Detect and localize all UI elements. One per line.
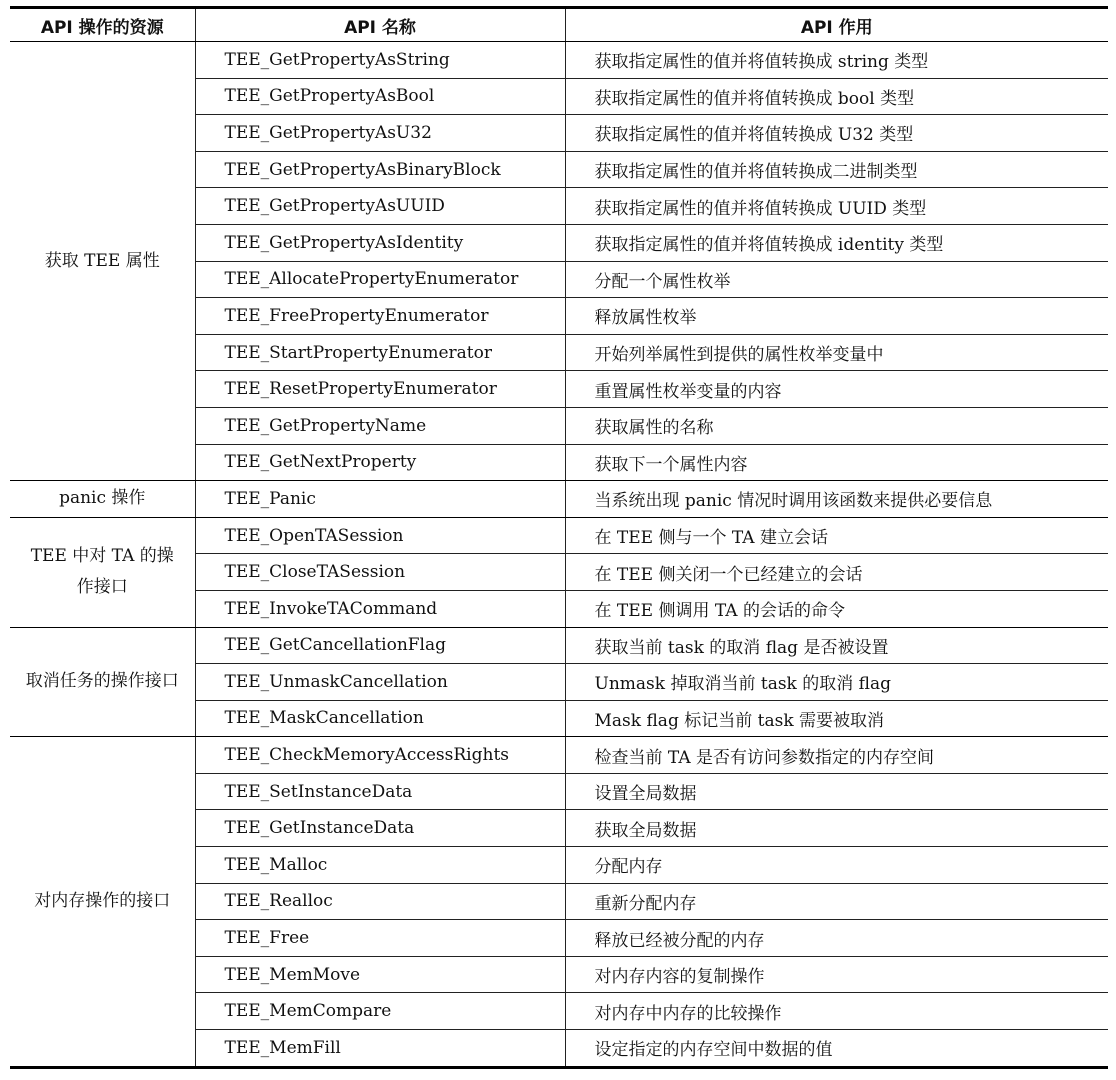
api-name-cell: TEE_MaskCancellation	[195, 700, 565, 737]
api-name-cell: TEE_OpenTASession	[195, 517, 565, 554]
api-name-cell: TEE_Panic	[195, 481, 565, 518]
api-purpose-cell: 重置属性枚举变量的内容	[565, 371, 1108, 408]
api-purpose-cell: 获取指定属性的值并将值转换成 bool 类型	[565, 78, 1108, 115]
api-name-cell: TEE_GetPropertyName	[195, 407, 565, 444]
api-name-cell: TEE_GetInstanceData	[195, 810, 565, 847]
api-purpose-cell: 获取指定属性的值并将值转换成二进制类型	[565, 151, 1108, 188]
api-name-cell: TEE_UnmaskCancellation	[195, 664, 565, 701]
api-name-cell: TEE_FreePropertyEnumerator	[195, 298, 565, 335]
table-row	[10, 737, 1108, 774]
table-body	[10, 42, 1108, 1068]
api-name-cell: TEE_CloseTASession	[195, 554, 565, 591]
api-table-container	[10, 6, 1108, 1069]
api-table	[10, 6, 1108, 1069]
api-purpose-cell: 分配一个属性枚举	[565, 261, 1108, 298]
api-name-cell: TEE_Malloc	[195, 847, 565, 884]
api-name-cell: TEE_StartPropertyEnumerator	[195, 334, 565, 371]
api-name-cell: TEE_MemFill	[195, 1030, 565, 1068]
api-purpose-cell: 检查当前 TA 是否有访问参数指定的内存空间	[565, 737, 1108, 774]
header-resource: API 操作的资源	[10, 8, 195, 42]
api-name-cell: TEE_ResetPropertyEnumerator	[195, 371, 565, 408]
api-name-cell: TEE_MemCompare	[195, 993, 565, 1030]
resource-group-cell: panic 操作	[10, 481, 195, 518]
api-name-cell: TEE_AllocatePropertyEnumerator	[195, 261, 565, 298]
table-header	[10, 8, 1108, 42]
api-purpose-cell: 在 TEE 侧调用 TA 的会话的命令	[565, 590, 1108, 627]
header-purpose: API 作用	[565, 8, 1108, 42]
api-purpose-cell: Mask flag 标记当前 task 需要被取消	[565, 700, 1108, 737]
resource-group-cell: 取消任务的操作接口	[10, 627, 195, 737]
table-row	[10, 42, 1108, 79]
api-purpose-cell: 获取全局数据	[565, 810, 1108, 847]
table-row	[10, 627, 1108, 664]
header-name: API 名称	[195, 8, 565, 42]
api-purpose-cell: 获取指定属性的值并将值转换成 U32 类型	[565, 115, 1108, 152]
api-name-cell: TEE_GetCancellationFlag	[195, 627, 565, 664]
api-name-cell: TEE_CheckMemoryAccessRights	[195, 737, 565, 774]
api-purpose-cell: 对内存内容的复制操作	[565, 956, 1108, 993]
api-purpose-cell: 获取指定属性的值并将值转换成 string 类型	[565, 42, 1108, 79]
api-name-cell: TEE_Realloc	[195, 883, 565, 920]
api-name-cell: TEE_Free	[195, 920, 565, 957]
api-name-cell: TEE_GetPropertyAsBool	[195, 78, 565, 115]
api-purpose-cell: 获取下一个属性内容	[565, 444, 1108, 481]
api-purpose-cell: 重新分配内存	[565, 883, 1108, 920]
api-purpose-cell: 获取指定属性的值并将值转换成 identity 类型	[565, 224, 1108, 261]
api-purpose-cell: 获取属性的名称	[565, 407, 1108, 444]
api-purpose-cell: 开始列举属性到提供的属性枚举变量中	[565, 334, 1108, 371]
api-purpose-cell: 对内存中内存的比较操作	[565, 993, 1108, 1030]
resource-group-cell: 获取 TEE 属性	[10, 42, 195, 481]
api-purpose-cell: 释放属性枚举	[565, 298, 1108, 335]
api-purpose-cell: 当系统出现 panic 情况时调用该函数来提供必要信息	[565, 481, 1108, 518]
api-name-cell: TEE_GetNextProperty	[195, 444, 565, 481]
api-name-cell: TEE_SetInstanceData	[195, 773, 565, 810]
api-name-cell: TEE_GetPropertyAsUUID	[195, 188, 565, 225]
header-row	[10, 8, 1108, 42]
api-name-cell: TEE_GetPropertyAsU32	[195, 115, 565, 152]
api-purpose-cell: Unmask 掉取消当前 task 的取消 flag	[565, 664, 1108, 701]
api-purpose-cell: 获取当前 task 的取消 flag 是否被设置	[565, 627, 1108, 664]
api-name-cell: TEE_GetPropertyAsBinaryBlock	[195, 151, 565, 188]
api-name-cell: TEE_GetPropertyAsString	[195, 42, 565, 79]
table-row	[10, 517, 1108, 554]
api-name-cell: TEE_MemMove	[195, 956, 565, 993]
api-purpose-cell: 分配内存	[565, 847, 1108, 884]
api-name-cell: TEE_InvokeTACommand	[195, 590, 565, 627]
api-purpose-cell: 获取指定属性的值并将值转换成 UUID 类型	[565, 188, 1108, 225]
api-purpose-cell: 在 TEE 侧与一个 TA 建立会话	[565, 517, 1108, 554]
api-purpose-cell: 在 TEE 侧关闭一个已经建立的会话	[565, 554, 1108, 591]
api-name-cell: TEE_GetPropertyAsIdentity	[195, 224, 565, 261]
api-purpose-cell: 设定指定的内存空间中数据的值	[565, 1030, 1108, 1068]
api-purpose-cell: 释放已经被分配的内存	[565, 920, 1108, 957]
api-purpose-cell: 设置全局数据	[565, 773, 1108, 810]
resource-group-cell: TEE 中对 TA 的操作接口	[10, 517, 195, 627]
resource-group-cell: 对内存操作的接口	[10, 737, 195, 1067]
table-row	[10, 481, 1108, 518]
